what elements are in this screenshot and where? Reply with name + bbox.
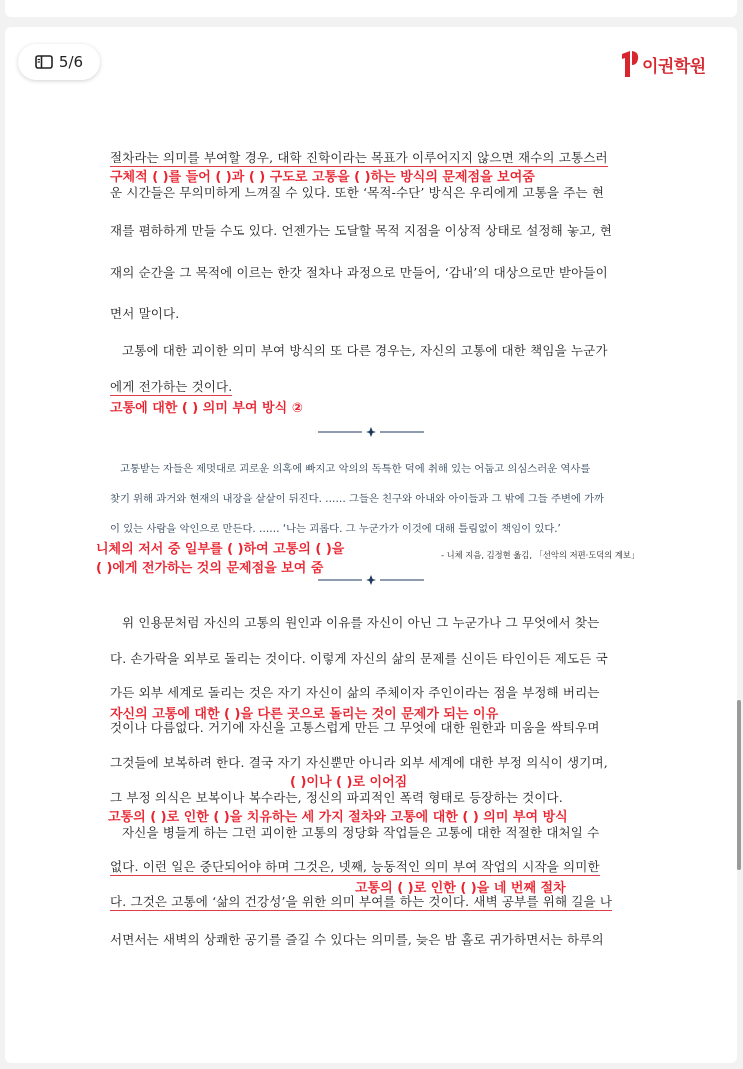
body-line: 그것들에 보복하려 한다. 결국 자기 자신뿐만 아니라 외부 세계에 대한 부정 의식이 생기며,	[110, 755, 608, 770]
previous-page-edge	[5, 0, 737, 17]
logo-text: 이권학원	[642, 56, 706, 77]
book-icon	[35, 55, 53, 69]
quote-line: 고통받는 자들은 제멋대로 괴로운 의혹에 빠지고 악의의 독특한 덕에 취해 있는 어둡고 의심스러운 역사를	[120, 463, 591, 475]
body-line: 절차라는 의미를 부여할 경우, 대학 진학이라는 목표가 이루어지지 않으면 재수의 고통스러	[110, 150, 608, 165]
annotation-note: 니체의 저서 중 일부를 ( )하여 고통의 ( )을	[96, 542, 345, 557]
logo	[620, 50, 706, 78]
body-line: 가든 외부 세계로 돌리는 것은 자기 자신이 삶의 주체이자 주인이라는 점을 부정해 버리는	[110, 685, 600, 700]
body-line: 자신을 병들게 하는 그런 괴이한 고통의 정당화 작업들은 고통에 대한 적절한 대처일 수	[122, 825, 600, 840]
body-line: 에게 전가하는 것이다.	[110, 379, 233, 394]
quote-line: 찾기 위해 과거와 현재의 내장을 샅샅이 뒤진다. …… 그들은 친구와 아내와 아이들과 그 밖에 그들 주변에 가까	[110, 493, 604, 505]
divider-ornament-icon	[318, 426, 424, 438]
body-line: 것이나 다름없다. 거기에 자신을 고통스럽게 만든 그 무엇에 대한 원한과 미움을 싹틔우며	[110, 720, 600, 735]
body-line: 재를 폄하하게 만들 수도 있다. 언젠가는 도달할 목적 지점을 이상적 상태로 설정해 놓고, 현	[110, 223, 612, 238]
quote-line: 이 있는 사람을 악인으로 만든다. …… ‘나는 괴롭다. 그 누군가가 이것에 대해 틀림없이 책임이 있다.’	[110, 523, 561, 535]
page-indicator: 5/6	[58, 53, 84, 71]
body-line: 운 시간들은 무의미하게 느껴질 수 있다. 또한 ‘목적-수단’ 방식은 우리에게 고통을 주는 현	[110, 185, 605, 200]
page-indicator-button[interactable]	[18, 44, 100, 80]
annotation-note: 자신의 고통에 대한 ( )을 다른 곳으로 돌리는 것이 문제가 되는 이유	[110, 707, 499, 722]
quote-citation: - 니체 지음, 김정현 옮김, 「선악의 저편·도덕의 계보」	[441, 550, 640, 560]
body-line: 고통에 대한 괴이한 의미 부여 방식의 또 다른 경우는, 자신의 고통에 대한 책임을 누군가	[122, 343, 608, 358]
body-line: 재의 순간을 그 목적에 이르는 한갓 절차나 과정으로 만들어, ‘감내’의 대상으로만 받아들이	[110, 265, 608, 280]
body-line: 위 인용문처럼 자신의 고통의 원인과 이유를 자신이 아닌 그 누군가나 그 무엇에서 찾는	[122, 615, 600, 630]
divider-ornament-icon	[318, 574, 424, 586]
scrollbar[interactable]	[737, 700, 741, 870]
body-line: 없다. 이런 일은 중단되어야 하며 그것은, 넷째, 능동적인 의미 부여 작업의 시작을 의미한	[110, 859, 600, 874]
body-line: 다. 그것은 고통에 ‘삶의 건강성’을 위한 의미 부여를 하는 것이다. 새벽 공부를 위해 길을 나	[110, 894, 613, 909]
body-line: 면서 말이다.	[110, 306, 180, 321]
body-line: 서면서는 새벽의 상쾌한 공기를 즐길 수 있다는 의미를, 늦은 밤 홀로 귀가하면서는 하루의	[110, 932, 604, 947]
annotation-note: ( )에게 전가하는 것의 문제점을 보여 줌	[96, 561, 324, 576]
annotation-note: 고통의 ( )로 인한 ( )을 치유하는 세 가지 절차와 고통에 대한 ( ) 의미 부여 방식	[108, 810, 568, 825]
annotation-note: 고통에 대한 ( ) 의미 부여 방식 ②	[110, 401, 303, 416]
body-line: 그 부정 의식은 보복이나 복수라는, 정신의 파괴적인 폭력 형태로 등장하는 것이다.	[110, 790, 563, 805]
body-line: 다. 손가락을 외부로 돌리는 것이다. 이렇게 자신의 삶의 문제를 신이든 타인이든 제도든 국	[110, 651, 608, 666]
logo-mark-icon	[620, 50, 640, 78]
annotation-note: 고통의 ( )로 인한 ( )을 네 번째 절차	[355, 881, 566, 896]
annotation-note: ( )이나 ( )로 이어짐	[290, 775, 408, 790]
annotation-note: 구체적 ( )를 들어 ( )과 ( ) 구도로 고통을 ( )하는 방식의 문제점을 보여줌	[110, 170, 535, 185]
